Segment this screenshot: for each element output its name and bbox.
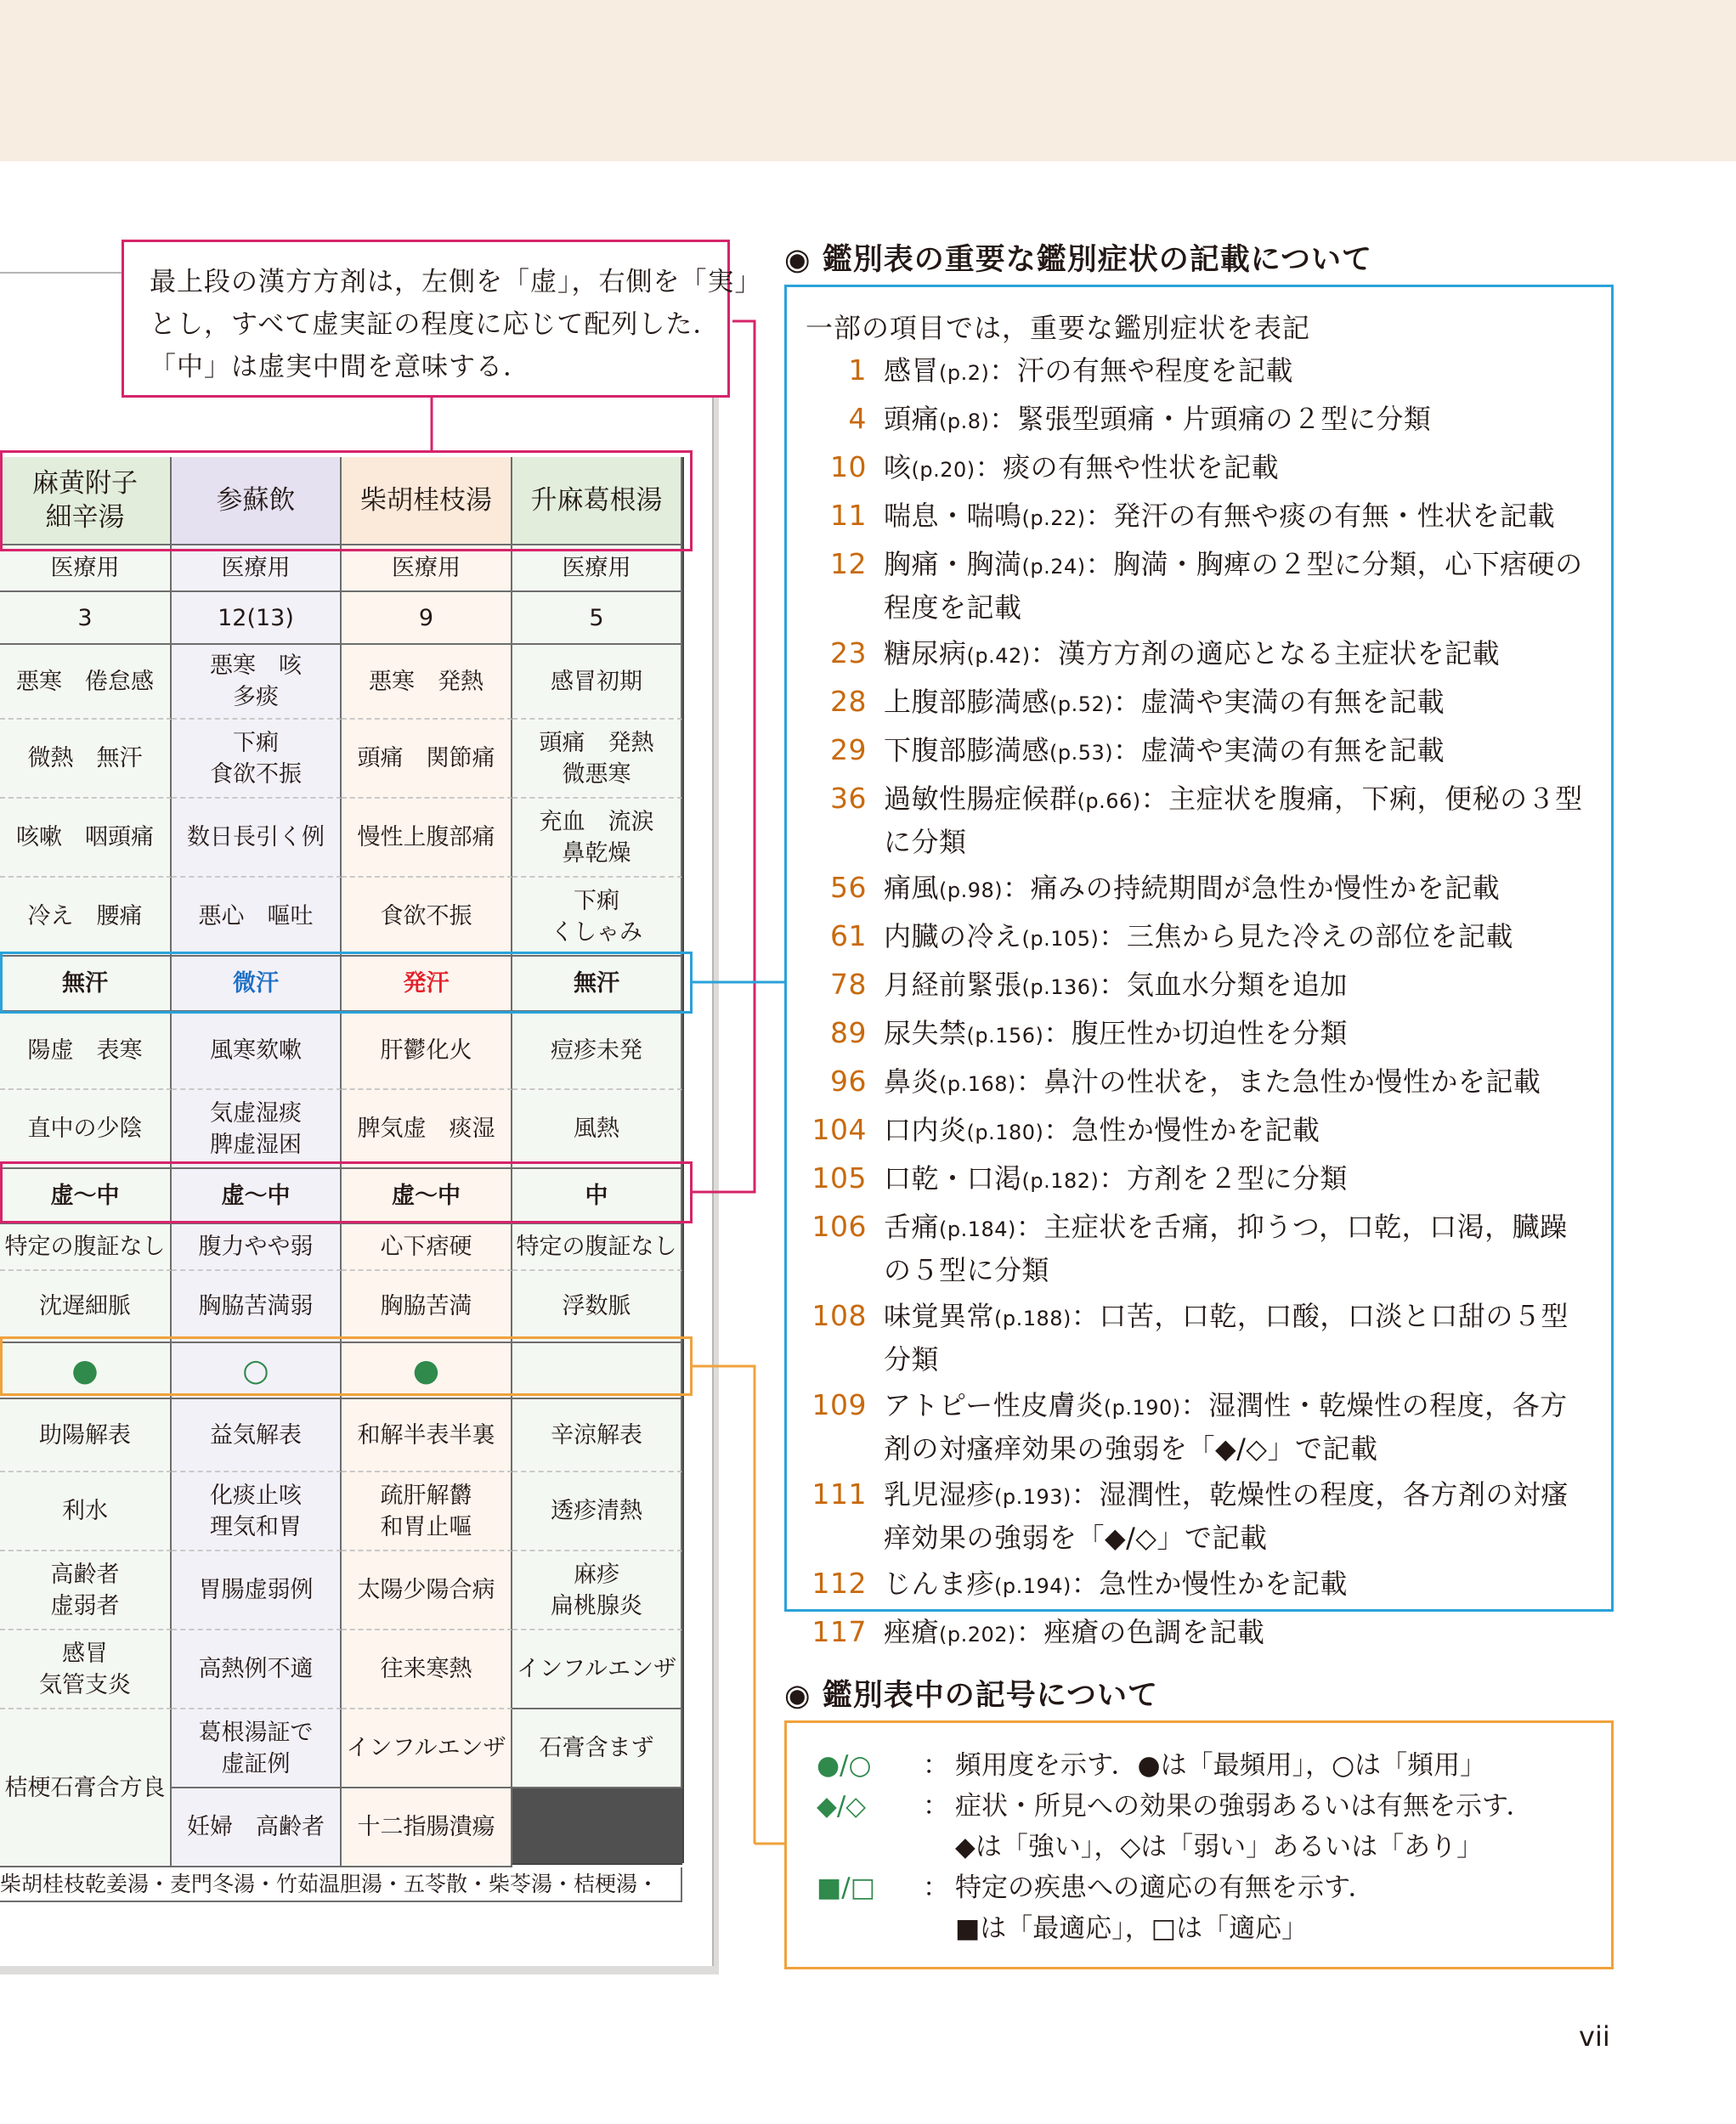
entry-text (884, 633, 1594, 676)
entry-description: ：胸満・胸痺の２型に分類，心下痞硬の程度を記載 (884, 548, 1583, 624)
entry-description: ：虚満や実満の有無を記載 (1113, 734, 1445, 766)
symbol-colon: ： (923, 1873, 949, 1903)
entry-number: 109 (811, 1388, 867, 1421)
table-cell: 頭痛 関節痛 (342, 720, 512, 799)
entry-description: ：湿潤性・乾燥性の程度，各方剤の対瘙痒効果の強弱を「◆/◇」で記載 (884, 1389, 1568, 1465)
table-cell: 高齢者 虚弱者 (0, 1551, 172, 1630)
entry-page-ref: (p.22) (1021, 506, 1086, 530)
entry-page-ref: (p.98) (939, 878, 1004, 902)
entry-description: ：虚満や実満の有無を記載 (1113, 686, 1445, 718)
entry-description: ：腹圧性か切迫性を分類 (1043, 1017, 1348, 1049)
table-cell: 麻疹 扁桃腺炎 (512, 1551, 682, 1630)
table-cell: 微熱 無汗 (0, 720, 172, 799)
symptom-entry (806, 1385, 1594, 1469)
entry-text (884, 916, 1594, 959)
entry-page-ref: (p.190) (1103, 1396, 1181, 1420)
symbol-row (817, 1867, 1594, 1949)
entry-description: ：鼻汁の性状を，また急性か慢性かを記載 (1015, 1065, 1541, 1098)
symptom-entry (806, 495, 1594, 539)
symptom-notes-box (784, 285, 1614, 1648)
table-cell: 頭痛 発熱 微悪寒 (512, 720, 682, 799)
symptom-entry (806, 398, 1594, 442)
table-cell: 咳嗽 咽頭痛 (0, 799, 172, 878)
symptom-entry (806, 1013, 1594, 1056)
table-cell: 5 (512, 592, 682, 645)
table-cell: 12(13) (172, 592, 342, 645)
callout-line: 最上段の漢方方剤は，左側を「虚」，右側を「実」 (150, 267, 762, 297)
table-cell: 医療用 (342, 545, 512, 592)
symptom-entry (806, 964, 1594, 1008)
table-cell: 石膏含まず (512, 1709, 682, 1788)
entry-number: 23 (830, 636, 867, 669)
orange-connector-end (755, 1827, 789, 1848)
entry-text (884, 447, 1594, 490)
entry-description: ：気血水分類を追加 (1099, 969, 1348, 1001)
entry-description: ：発汗の有無や痰の有無・性状を記載 (1085, 500, 1556, 532)
table-cell: 十二指腸潰瘍 (342, 1788, 512, 1867)
table-cell: 心下痞硬 (342, 1224, 512, 1271)
table-cell: 往来寒熱 (342, 1630, 512, 1709)
symptom-entry (806, 1296, 1594, 1380)
table-cell: 和解半表半裏 (342, 1399, 512, 1472)
entry-page-ref: (p.8) (939, 410, 990, 433)
entry-text (884, 1013, 1594, 1056)
table-cell: 直中の少陰 (0, 1090, 172, 1169)
table-cell: 発汗 (342, 957, 512, 1012)
entry-number: 1 (848, 353, 867, 387)
symptom-entry (806, 447, 1594, 490)
table-header-cell: 柴胡桂枝湯 (342, 457, 512, 545)
entry-number: 11 (830, 499, 867, 532)
entry-number: 117 (811, 1615, 867, 1648)
entry-page-ref: (p.105) (1021, 927, 1100, 951)
symptom-entry (806, 1612, 1594, 1655)
entry-number: 105 (811, 1161, 867, 1195)
symbol-description: 症状・所見への効果の強弱あるいは有無を示す． ◆は「強い」，◇は「弱い」あるいは「あり」 (955, 1791, 1533, 1862)
entry-number: 4 (848, 402, 867, 435)
table-cell: 浮数脈 (512, 1271, 682, 1343)
callout-line: とし，すべて虚実証の程度に応じて配列した． (150, 309, 721, 340)
symbol-legend-box (784, 1720, 1614, 1969)
table-cell: 風寒欬嗽 (172, 1012, 342, 1090)
pink-connector (693, 321, 755, 1192)
entry-description: ：主症状を舌痛，抑うつ，口乾，口渇，臓躁の５型に分類 (884, 1211, 1568, 1286)
table-cell: 食欲不振 (342, 878, 512, 957)
symptom-entry (806, 544, 1594, 628)
table-cell: ● (342, 1343, 512, 1399)
entry-description: ：主症状を腹痛，下痢，便秘の３型に分類 (884, 782, 1583, 858)
table-cell: 腹力やや弱 (172, 1224, 342, 1271)
symbol-row (817, 1745, 1594, 1786)
table-cell: 感冒 気管支炎 (0, 1630, 172, 1709)
table-cell: 下痢 くしゃみ (512, 878, 682, 957)
entry-name: 内臓の冷え (884, 920, 1022, 952)
entry-text (884, 1385, 1594, 1469)
table-cell: 医療用 (512, 545, 682, 592)
entry-number: 36 (830, 782, 867, 815)
entry-number: 106 (811, 1210, 867, 1243)
table-cell: 医療用 (0, 545, 172, 592)
entry-page-ref: (p.180) (966, 1121, 1044, 1144)
entry-name: 乳児湿疹 (884, 1478, 995, 1511)
symptom-entry (806, 1158, 1594, 1201)
callout-line: 「中」は虚実中間を意味する． (150, 352, 530, 382)
entry-name: じんま疹 (884, 1568, 995, 1600)
entry-description: ：痰の有無や性状を記載 (975, 451, 1280, 483)
table-footer-note: 柴胡桂枝乾姜湯・麦門冬湯・竹茹温胆湯・五苓散・柴苓湯・桔梗湯・ (0, 1867, 682, 1902)
table-cell: 中 (512, 1169, 682, 1224)
table-cell: 悪寒 発熱 (342, 645, 512, 720)
table-cell: 胸脇苦満 (342, 1271, 512, 1343)
table-cell: 胸脇苦満弱 (172, 1271, 342, 1343)
entry-description: ：漢方方剤の適応となる主症状を記載 (1030, 637, 1501, 669)
symbol-description: 頻用度を示す．●は「最頻用」，○は「頻用」 (955, 1750, 1487, 1781)
table-cell: 悪心 嘔吐 (172, 878, 342, 957)
table-cell: 下痢 食欲不振 (172, 720, 342, 799)
entry-name: 尿失禁 (884, 1017, 967, 1049)
table-cell: 数日長引く例 (172, 799, 342, 878)
table-cell: 助陽解表 (0, 1399, 172, 1472)
entry-page-ref: (p.168) (939, 1072, 1016, 1096)
table-cell: 感冒初期 (512, 645, 682, 720)
table-cell: 利水 (0, 1472, 172, 1551)
symbol-colon: ： (923, 1791, 949, 1822)
entry-page-ref: (p.184) (939, 1217, 1016, 1241)
table-cell: 医療用 (172, 545, 342, 592)
symbol-key: ◆/◇ (817, 1791, 867, 1822)
table-cell: 妊婦 高齢者 (172, 1788, 342, 1867)
table-cell: 風熱 (512, 1090, 682, 1169)
entry-description: ：緊張型頭痛・片頭痛の２型に分類 (989, 403, 1432, 435)
symptom-entry (806, 730, 1594, 773)
symptom-entry (806, 1474, 1594, 1558)
entry-number: 61 (830, 919, 867, 952)
table-cell: 陽虚 表寒 (0, 1012, 172, 1090)
entry-page-ref: (p.202) (939, 1623, 1016, 1647)
symbol-row (817, 1786, 1594, 1867)
table-header-cell: 参蘇飲 (172, 457, 342, 545)
table-cell: 充血 流涙 鼻乾燥 (512, 799, 682, 878)
entry-page-ref: (p.193) (994, 1485, 1072, 1509)
section-title-symptoms: ◉ 鑑別表の重要な鑑別症状の記載について (784, 243, 1373, 277)
entry-text (884, 1612, 1594, 1655)
entry-name: 味覚異常 (884, 1300, 995, 1332)
section-title-symbols: ◉ 鑑別表中の記号について (784, 1679, 1159, 1713)
table-cell: 高熱例不適 (172, 1630, 342, 1709)
symptom-entry (806, 1206, 1594, 1291)
table-cell: インフルエンザ (342, 1709, 512, 1788)
entry-text (884, 495, 1594, 539)
entry-page-ref: (p.156) (966, 1024, 1044, 1048)
entry-text (884, 730, 1594, 773)
entry-number: 96 (830, 1065, 867, 1098)
entry-text (884, 867, 1594, 911)
entry-name: 胸痛・胸満 (884, 548, 1022, 580)
table-cell: 肝鬱化火 (342, 1012, 512, 1090)
entry-number: 112 (811, 1567, 867, 1600)
table-cell: 無汗 (0, 957, 172, 1012)
table-cell: 虚～中 (342, 1169, 512, 1224)
table-cell: 慢性上腹部痛 (342, 799, 512, 878)
symptom-entry (806, 350, 1594, 393)
entry-name: 過敏性腸症候群 (884, 782, 1077, 815)
entry-text (884, 1296, 1594, 1380)
entry-description: ：口苦，口乾，口酸，口淡と口甜の５型分類 (884, 1300, 1569, 1376)
entry-name: 糖尿病 (884, 637, 967, 669)
entry-description: ：痤瘡の色調を記載 (1015, 1616, 1265, 1648)
entry-name: 頭痛 (884, 403, 940, 435)
entry-name: 咳 (884, 451, 912, 483)
symbol-description: 特定の疾患への適応の有無を示す． ■は「最適応」，□は「適応」 (955, 1873, 1375, 1944)
entry-name: 舌痛 (884, 1211, 940, 1243)
entry-description: ：方剤を２型に分類 (1099, 1162, 1348, 1195)
table-cell: 気虚湿痰 脾虚湿困 (172, 1090, 342, 1169)
table-cell: 虚～中 (172, 1169, 342, 1224)
table-cell: 辛涼解表 (512, 1399, 682, 1472)
entry-text (884, 1158, 1594, 1201)
table-cell: 9 (342, 592, 512, 645)
entry-text (884, 964, 1594, 1008)
symbol-colon: ： (923, 1750, 949, 1781)
symptom-entries (806, 350, 1594, 1655)
entry-name: 口乾・口渇 (884, 1162, 1022, 1195)
entry-page-ref: (p.182) (1021, 1169, 1100, 1193)
entry-number: 10 (830, 450, 867, 483)
entry-page-ref: (p.66) (1077, 789, 1141, 813)
entry-page-ref: (p.188) (994, 1307, 1072, 1330)
table-cell: 微汗 (172, 957, 342, 1012)
entry-text (884, 1206, 1594, 1291)
entry-text (884, 1061, 1594, 1104)
entry-page-ref: (p.52) (1049, 692, 1114, 716)
symptom-entry (806, 1563, 1594, 1607)
entry-text (884, 350, 1594, 393)
top-band (0, 0, 1736, 161)
entry-page-ref: (p.53) (1049, 741, 1114, 765)
symptom-entry (806, 1061, 1594, 1104)
entry-description: ：湿潤性，乾燥性の程度，各方剤の対瘙痒効果の強弱を「◆/◇」で記載 (884, 1478, 1569, 1554)
symptom-entry (806, 681, 1594, 725)
entry-page-ref: (p.194) (994, 1574, 1072, 1598)
symbol-rows (817, 1745, 1594, 1949)
entry-page-ref: (p.24) (1021, 555, 1086, 579)
symptom-entry (806, 1110, 1594, 1153)
symptom-entry (806, 867, 1594, 911)
entry-description: ：急性か慢性かを記載 (1043, 1114, 1320, 1146)
entry-name: 鼻炎 (884, 1065, 940, 1098)
table-cell: 脾気虚 痰湿 (342, 1090, 512, 1169)
table-cell: 胃腸虚弱例 (172, 1551, 342, 1630)
table-cell: 悪寒 倦怠感 (0, 645, 172, 720)
entry-number: 28 (830, 685, 867, 718)
symptom-entry (806, 633, 1594, 676)
table-cell: 3 (0, 592, 172, 645)
entry-text (884, 544, 1594, 628)
entry-name: 下腹部膨満感 (884, 734, 1050, 766)
entry-name: 上腹部膨満感 (884, 686, 1050, 718)
table-cell: 特定の腹証なし (0, 1224, 172, 1271)
entry-description: ：痛みの持続期間が急性か慢性かを記載 (1003, 872, 1501, 904)
entry-text (884, 398, 1594, 442)
symptom-notes-intro: 一部の項目では，重要な鑑別症状を表記 (806, 312, 1311, 344)
entry-name: 痛風 (884, 872, 940, 904)
table-cell: 葛根湯証で 虚証例 (172, 1709, 342, 1788)
entry-name: 喘息・喘鳴 (884, 500, 1022, 532)
table-cell: 痘疹未発 (512, 1012, 682, 1090)
table-cell: インフルエンザ (512, 1630, 682, 1709)
entry-name: 感冒 (884, 354, 940, 387)
table-cell: 透疹清熱 (512, 1472, 682, 1551)
table-header-cell: 升麻葛根湯 (512, 457, 682, 545)
symptom-entry (806, 778, 1594, 862)
entry-name: 痤瘡 (884, 1616, 940, 1648)
table-cell: 太陽少陽合病 (342, 1551, 512, 1630)
table-cell: 悪寒 咳 多痰 (172, 645, 342, 720)
entry-text (884, 1474, 1594, 1558)
entry-page-ref: (p.20) (911, 458, 975, 482)
entry-name: アトピー性皮膚炎 (884, 1389, 1104, 1421)
entry-text (884, 1563, 1594, 1607)
symbol-key: ●/○ (817, 1750, 872, 1781)
entry-text (884, 1110, 1594, 1153)
entry-name: 口内炎 (884, 1114, 967, 1146)
entry-number: 56 (830, 871, 867, 904)
table-cell: 桔梗石膏合方良 (0, 1709, 172, 1867)
table-cell: 冷え 腰痛 (0, 878, 172, 957)
table-cell: 無汗 (512, 957, 682, 1012)
symbol-key: ■/□ (817, 1873, 876, 1903)
entry-number: 78 (830, 968, 867, 1001)
entry-page-ref: (p.136) (1021, 975, 1100, 999)
orange-connector (693, 1366, 755, 1844)
entry-text (884, 681, 1594, 725)
connector-lines (425, 314, 790, 1844)
entry-page-ref: (p.42) (966, 644, 1031, 668)
symptom-entry (806, 916, 1594, 959)
table-cell: 化痰止咳 理気和胃 (172, 1472, 342, 1551)
table-header-cell: 麻黄附子 細辛湯 (0, 457, 172, 545)
entry-name: 月経前緊張 (884, 969, 1022, 1001)
leader-line (0, 272, 122, 274)
table-cell: 虚～中 (0, 1169, 172, 1224)
entry-page-ref: (p.2) (939, 361, 990, 385)
table-cell: 沈遅細脈 (0, 1271, 172, 1343)
entry-number: 111 (811, 1477, 867, 1511)
entry-number: 29 (830, 733, 867, 766)
entry-number: 108 (811, 1299, 867, 1332)
table-cell: ● (0, 1343, 172, 1399)
table-cell: 疏肝解欝 和胃止嘔 (342, 1472, 512, 1551)
entry-description: ：急性か慢性かを記載 (1071, 1568, 1348, 1600)
page-number: vii (1579, 2020, 1610, 2053)
table-cell: ○ (172, 1343, 342, 1399)
entry-text (884, 778, 1594, 862)
entry-description: ：汗の有無や程度を記載 (989, 354, 1293, 387)
table-cell: 特定の腹証なし (512, 1224, 682, 1271)
entry-number: 104 (811, 1113, 867, 1146)
entry-number: 12 (830, 547, 867, 580)
entry-description: ：三焦から見た冷えの部位を記載 (1099, 920, 1513, 952)
entry-number: 89 (830, 1016, 867, 1049)
table-cell: 益気解表 (172, 1399, 342, 1472)
